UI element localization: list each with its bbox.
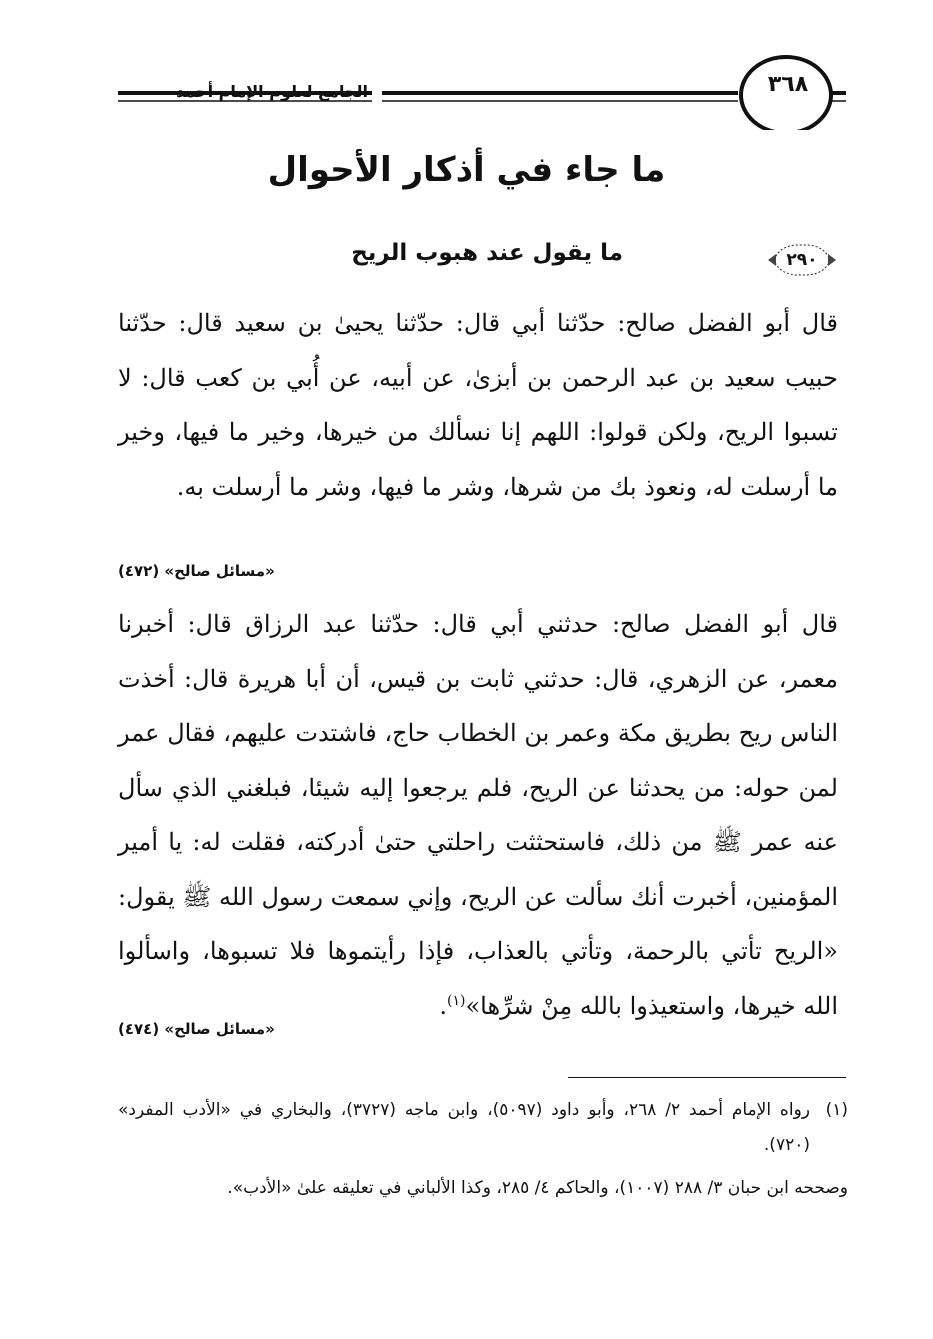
page-number: ٣٦٨	[767, 72, 809, 97]
paragraph-end-mark: .	[439, 991, 448, 1020]
hadith-paragraph-1: قال أبو الفضل صالح: حدّثنا أبي قال: حدّثنا يحيىٰ بن سعيد قال: حدّثنا حبيب سعيد بن عبد الرحمن بن أبزىٰ، عن أبيه، عن أُبي بن كعب قال: لا تسبوا الريح، ولكن قولوا: اللهم إنا نسألك من خيرها، وخير ما فيها، وخير ما أرسلت له، ونعوذ بك من شرها، وشر ما فيها، وشر ما أرسلت به.	[118, 309, 838, 501]
running-title: الجامع لعلوم الإمام أحمد	[176, 82, 368, 101]
section-number-badge	[766, 240, 838, 280]
footnote-marker: (١)	[825, 1100, 848, 1120]
footnote-continuation: وصححه ابن حبان ٣/ ٢٨٨ (١٠٠٧)، والحاكم ٤/ ٢٨٥، وكذا الألباني في تعليقه علىٰ «الأدب».	[227, 1178, 848, 1198]
hadith-paragraph-2-text: قال أبو الفضل صالح: حدثني أبي قال: حدّثنا عبد الرزاق قال: أخبرنا معمر، عن الزهري، قال: حدثني ثابت بن قيس، أن أبا هريرة قال: أخذت الناس ريح بطريق مكة وعمر بن الخطاب حاج، فاشتدت عليهم، فقال عمر لمن حوله: من يحدثنا عن الريح، فلم يرجعوا إليه شيئا، فبلغني الذي سأل عنه عمر ﷺ من ذلك، فاستحثثت راحلتي حتىٰ أدركته، فقلت له: يا أمير المؤمنين، أخبرت أنك سألت عن الريح، وإني سمعت رسول الله ﷺ يقول: «الريح تأتي بالرحمة، وتأتي بالعذاب، فإذا رأيتموها فلا تسبوها، واسألوا الله خيرها، واستعيذوا بالله مِنْ شرِّها»	[118, 610, 838, 1020]
header-ornament	[0, 0, 933, 130]
footnote-reference[interactable]: (١)	[447, 992, 466, 1009]
footnote-item	[118, 1093, 848, 1163]
source-citation-2: «مسائل صالح» (٤٧٤)	[118, 1020, 275, 1038]
footnote-text: رواه الإمام أحمد ٢/ ٢٦٨، وأبو داود (٥٠٩٧)، وابن ماجه (٣٧٢٧)، والبخاري في «الأدب المفرد» (٧٢٠).	[118, 1100, 810, 1155]
source-citation-1: «مسائل صالح» (٤٧٢)	[118, 562, 275, 580]
page-header	[0, 0, 933, 130]
hadith-paragraph-2	[118, 597, 838, 1033]
section-heading	[0, 238, 933, 282]
footnote-divider	[568, 1077, 846, 1078]
chapter-title: ما جاء في أذكار الأحوال	[267, 150, 666, 190]
section-title: ما يقول عند هبوب الريح	[351, 240, 623, 266]
section-number: ٢٩٠	[786, 250, 818, 270]
footnotes	[118, 1093, 848, 1206]
